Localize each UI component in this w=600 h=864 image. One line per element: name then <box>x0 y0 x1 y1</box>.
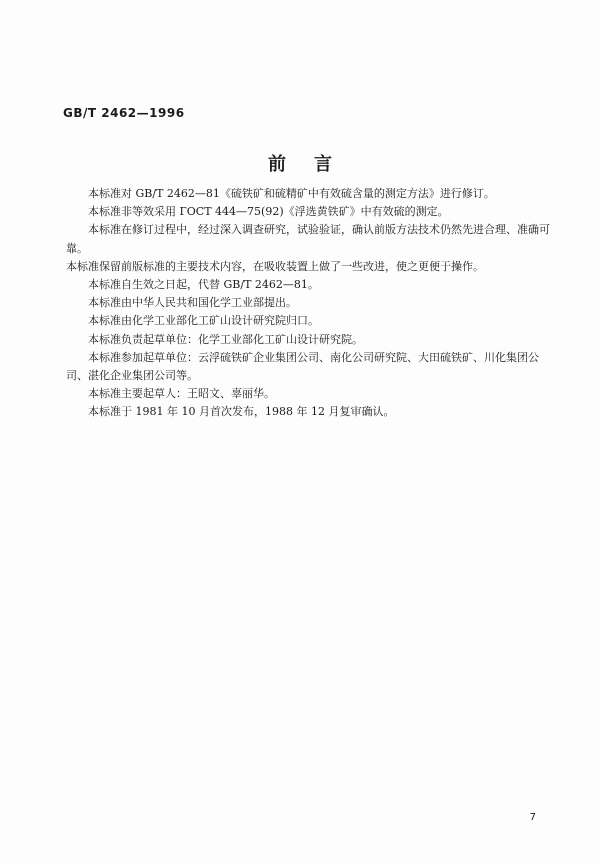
paragraph-drafters: 本标准主要起草人：王昭文、辜丽华。 <box>88 387 275 401</box>
paragraph-proposed-by: 本标准由中华人民共和国化学工业部提出。 <box>88 296 297 310</box>
paragraph-retained-content: 本标准保留前版标准的主要技术内容，在吸收装置上做了一些改进，使之更便于操作。 <box>66 259 484 273</box>
paragraph-revision: 本标准对 GB/T 2462—81《硫铁矿和硫精矿中有效硫含量的测定方法》进行修订。 <box>88 187 495 200</box>
paragraph-centralized-by: 本标准由化学工业部化工矿山设计研究院归口。 <box>88 314 319 328</box>
page-number: 7 <box>529 812 536 823</box>
paragraph-supersedes: 本标准自生效之日起，代替 GB/T 2462—81。 <box>88 278 319 292</box>
standard-code: GB/T 2462—1996 <box>63 106 185 120</box>
section-title: 前言 <box>268 154 360 175</box>
paragraph-publication-history: 本标准于 1981 年 10 月首次发布，1988 年 12 月复审确认。 <box>88 405 395 419</box>
paragraph-revision-process: 本标准在修订过程中，经过深入调查研究，试验验证，确认前版方法技术仍然先进合理、准确可靠。 <box>66 223 550 255</box>
foreword-body <box>66 185 556 422</box>
paragraph-adoption: 本标准非等效采用 ГОСТ 444—75(92)《浮选黄铁矿》中有效硫的测定。 <box>88 205 449 219</box>
paragraph-drafting-unit: 本标准负责起草单位：化学工业部化工矿山设计研究院。 <box>88 332 363 346</box>
paragraph-participating-units: 本标准参加起草单位：云浮硫铁矿企业集团公司、南化公司研究院、大田硫铁矿、川化集团公司、湛化企业集团公司等。 <box>66 350 539 383</box>
